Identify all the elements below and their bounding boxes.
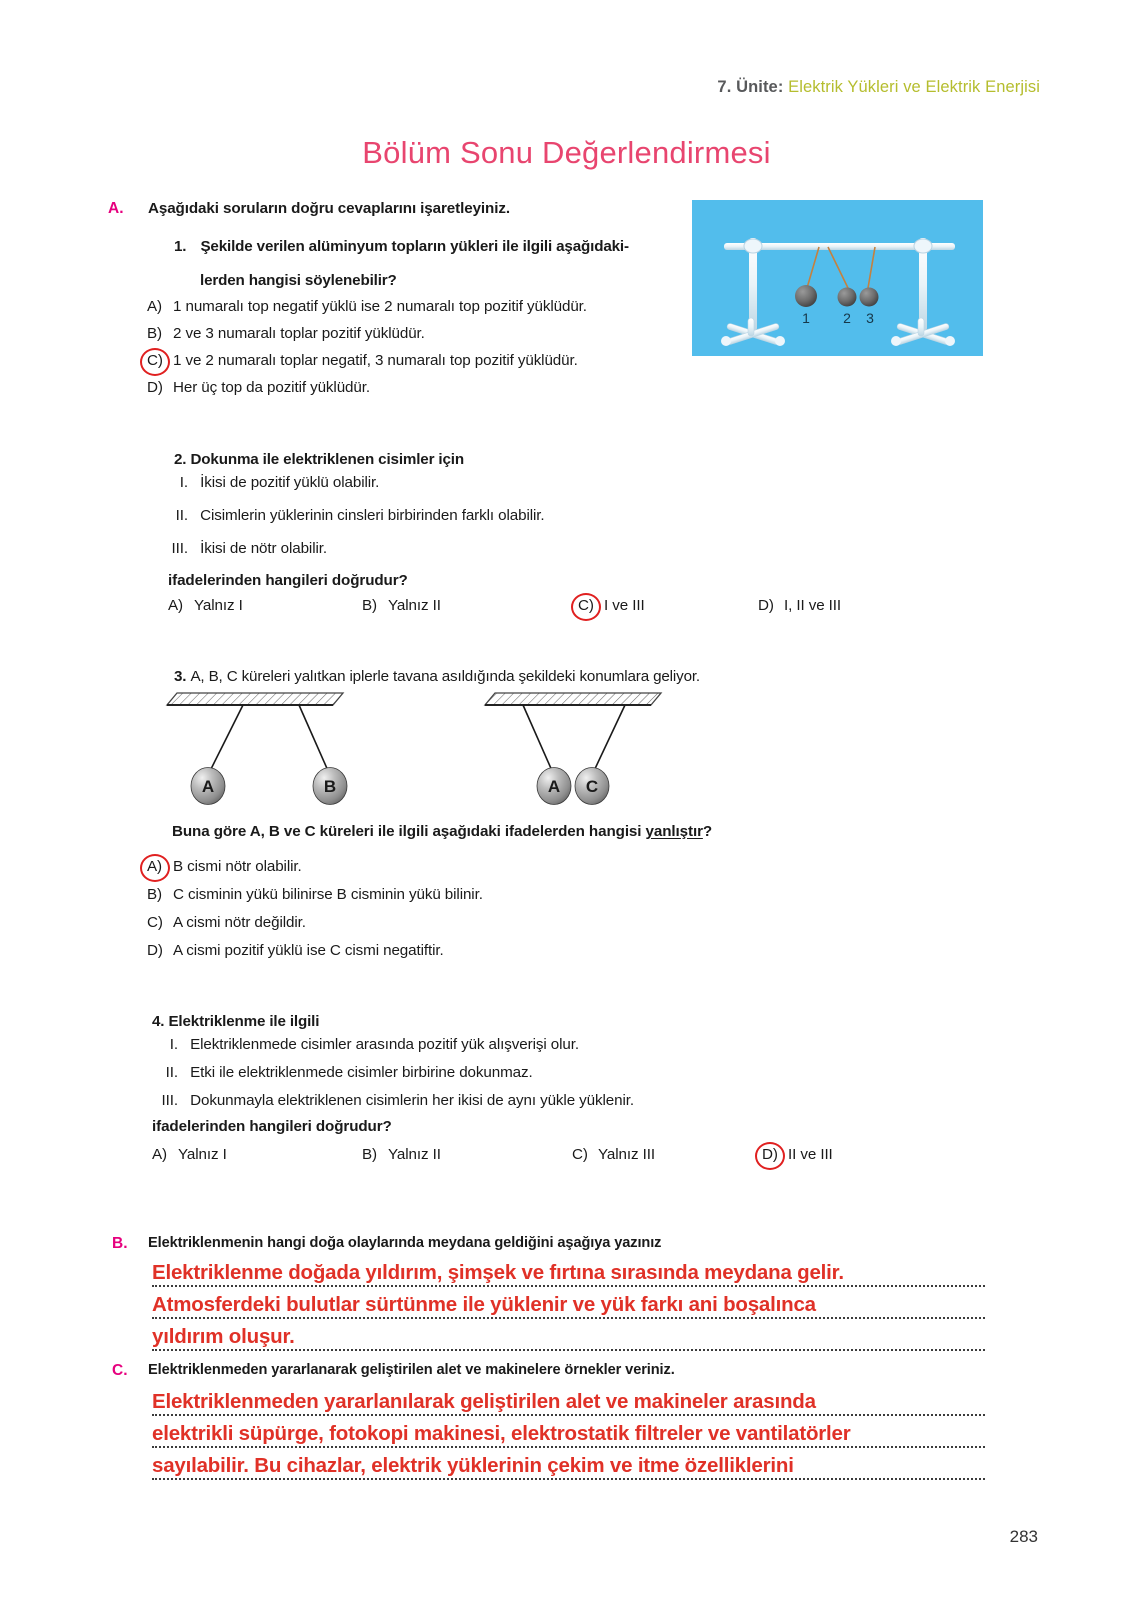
option-text: Yalnız III (598, 1146, 655, 1163)
question-4-option-d[interactable] (762, 1146, 833, 1163)
question-3-number: 3. (174, 668, 187, 685)
question-2-statement-2 (164, 507, 545, 524)
ball-label-1: 1 (802, 310, 810, 326)
option-text: I, II ve III (784, 597, 842, 614)
ball-label-2: 2 (843, 310, 851, 326)
question-2-option-d[interactable] (758, 597, 841, 614)
answer-dotted-line (152, 1478, 985, 1480)
section-c-answer-line-1[interactable]: Elektriklenmeden yararlanılarak geliştirilen alet ve makineler arasında (152, 1390, 816, 1413)
question-4-prompt-text: Elektriklenme ile ilgili (168, 1013, 320, 1030)
figure-hanging-spheres (165, 685, 675, 815)
option-letter: A) (168, 597, 183, 614)
option-text: 1 numaralı top negatif yüklü ise 2 numaralı top pozitif yüklüdür. (173, 298, 587, 315)
question-1-prompt (174, 230, 684, 298)
section-heading-b: Elektriklenmenin hangi doğa olaylarında meydana geldiğini aşağıya yazınız (148, 1235, 662, 1251)
option-letter: D) (147, 379, 163, 396)
question-2-option-b[interactable] (362, 597, 441, 614)
question-4-number: 4. (152, 1013, 165, 1030)
section-c-answer-line-2[interactable]: elektrikli süpürge, fotokopi makinesi, elektrostatik filtreler ve vantilatörler (152, 1422, 851, 1445)
option-text: 2 ve 3 numaralı toplar pozitif yüklüdür. (173, 325, 425, 342)
question-1-prompt-line2: lerden hangisi söylenebilir? (200, 272, 397, 289)
question-1-option-b[interactable] (147, 325, 425, 342)
question-3-sub-prompt-before: Buna göre A, B ve C küreleri ile ilgili aşağıdaki ifadelerden hangisi (172, 823, 646, 840)
section-heading-c: Elektriklenmeden yararlanarak geliştirilen alet ve makinelere örnekler veriniz. (148, 1362, 675, 1378)
option-letter: C) (147, 352, 163, 369)
question-2-prompt (174, 443, 464, 477)
question-3-option-d[interactable] (147, 942, 444, 959)
question-3-prompt-text: A, B, C küreleri yalıtkan iplerle tavana asıldığında şekildeki konumlara geliyor. (190, 668, 701, 685)
statement-roman: III. (161, 1092, 178, 1109)
question-3-sub-prompt (172, 823, 712, 840)
question-1-option-c[interactable] (147, 352, 578, 369)
option-letter: C) (147, 914, 163, 931)
question-3-option-c[interactable] (147, 914, 306, 931)
question-3-sub-prompt-after: ? (702, 823, 713, 840)
question-3-option-a[interactable] (147, 858, 302, 875)
question-2-prompt-text: Dokunma ile elektriklenen cisimler için (190, 451, 464, 468)
section-letter-c: C. (112, 1362, 128, 1379)
unit-number: 7. Ünite: (717, 78, 784, 96)
question-1-option-a[interactable] (147, 298, 587, 315)
option-text: I ve III (604, 597, 645, 614)
option-letter: B) (362, 1146, 377, 1163)
statement-text: İkisi de pozitif yüklü olabilir. (200, 474, 380, 491)
question-2-number: 2. (174, 451, 187, 468)
option-letter: D) (762, 1146, 778, 1163)
answer-dotted-line (152, 1349, 985, 1351)
question-2-closing: ifadelerinden hangileri doğrudur? (168, 572, 408, 589)
section-letter-b: B. (112, 1235, 128, 1252)
question-1-option-d[interactable] (147, 379, 370, 396)
statement-text: Elektriklenmede cisimler arasında pozitif yük alışverişi olur. (190, 1036, 579, 1053)
sphere-label-B: B (323, 777, 337, 796)
statement-roman: I. (179, 474, 188, 491)
option-letter: A) (147, 858, 162, 875)
question-2-statement-3 (164, 540, 327, 557)
option-text: A cismi pozitif yüklü ise C cismi negatiftir. (173, 942, 444, 959)
question-4-closing: ifadelerinden hangileri doğrudur? (152, 1118, 392, 1135)
sphere-label-A-left: A (201, 777, 215, 796)
section-c-answer-line-3[interactable]: sayılabilir. Bu cihazlar, elektrik yüklerinin çekim ve itme özelliklerini (152, 1454, 794, 1477)
option-letter: A) (152, 1146, 167, 1163)
question-4-option-b[interactable] (362, 1146, 441, 1163)
statement-roman: I. (169, 1036, 178, 1053)
answer-dotted-line (152, 1317, 985, 1319)
question-4-statement-2 (152, 1064, 533, 1081)
question-1-number: 1. (174, 238, 187, 255)
section-heading-a: Aşağıdaki soruların doğru cevaplarını işaretleyiniz. (148, 200, 510, 217)
sphere-label-C: C (585, 777, 599, 796)
question-2-statement-1 (164, 474, 379, 491)
hanging-spheres-svg (165, 685, 675, 810)
statement-roman: III. (171, 540, 188, 557)
section-b-answer-line-1[interactable]: Elektriklenme doğada yıldırım, şimşek ve fırtına sırasında meydana gelir. (152, 1261, 844, 1284)
unit-name: Elektrik Yükleri ve Elektrik Enerjisi (788, 78, 1040, 96)
option-letter: A) (147, 298, 162, 315)
option-letter: C) (578, 597, 594, 614)
option-text: 1 ve 2 numaralı toplar negatif, 3 numaralı top pozitif yüklüdür. (173, 352, 578, 369)
question-3-option-b[interactable] (147, 886, 483, 903)
page-number: 283 (1009, 1527, 1038, 1546)
answer-dotted-line (152, 1414, 985, 1416)
question-4-statement-3 (152, 1092, 634, 1109)
question-4-statement-1 (152, 1036, 579, 1053)
option-letter: B) (362, 597, 377, 614)
unit-header (717, 78, 1040, 97)
option-text: Yalnız I (194, 597, 243, 614)
option-text: C cisminin yükü bilinirse B cisminin yükü bilinir. (173, 886, 483, 903)
sphere-label-A-right: A (547, 777, 561, 796)
option-text: Yalnız I (178, 1146, 227, 1163)
question-4-prompt (152, 1005, 319, 1039)
figure-aluminium-balls (692, 200, 983, 356)
question-2-option-a[interactable] (168, 597, 243, 614)
answer-dotted-line (152, 1285, 985, 1287)
option-text: A cismi nötr değildir. (173, 914, 306, 931)
option-letter: B) (147, 886, 162, 903)
option-text: II ve III (788, 1146, 833, 1163)
statement-text: Cisimlerin yüklerinin cinsleri birbirinden farklı olabilir. (200, 507, 545, 524)
option-letter: D) (758, 597, 774, 614)
statement-text: Etki ile elektriklenmede cisimler birbirine dokunmaz. (190, 1064, 533, 1081)
statement-text: Dokunmayla elektriklenen cisimlerin her ikisi de aynı yükle yüklenir. (190, 1092, 634, 1109)
option-text: Her üç top da pozitif yüklüdür. (173, 379, 370, 396)
statement-roman: II. (165, 1064, 178, 1081)
section-b-answer-line-3[interactable]: yıldırım oluşur. (152, 1325, 295, 1348)
option-letter: D) (147, 942, 163, 959)
section-b-answer-line-2[interactable]: Atmosferdeki bulutlar sürtünme ile yüklenir ve yük farkı ani boşalınca (152, 1293, 816, 1316)
question-1-prompt-line1: Şekilde verilen alüminyum topların yükleri ile ilgili aşağıdaki- (200, 238, 629, 255)
question-2-option-c[interactable] (578, 597, 645, 614)
statement-text: İkisi de nötr olabilir. (200, 540, 327, 557)
option-letter: B) (147, 325, 162, 342)
question-3-sub-prompt-underlined: yanlıştır (645, 823, 703, 840)
question-4-option-c[interactable] (572, 1146, 655, 1163)
ball-label-3: 3 (866, 310, 874, 326)
question-4-option-a[interactable] (152, 1146, 227, 1163)
option-letter: C) (572, 1146, 588, 1163)
option-text: Yalnız II (388, 597, 441, 614)
section-letter-a: A. (108, 200, 124, 217)
statement-roman: II. (175, 507, 188, 524)
option-text: Yalnız II (388, 1146, 441, 1163)
answer-dotted-line (152, 1446, 985, 1448)
page-title: Bölüm Sonu Değerlendirmesi (362, 135, 771, 170)
option-text: B cismi nötr olabilir. (173, 858, 302, 875)
aluminium-balls-svg (692, 200, 983, 356)
